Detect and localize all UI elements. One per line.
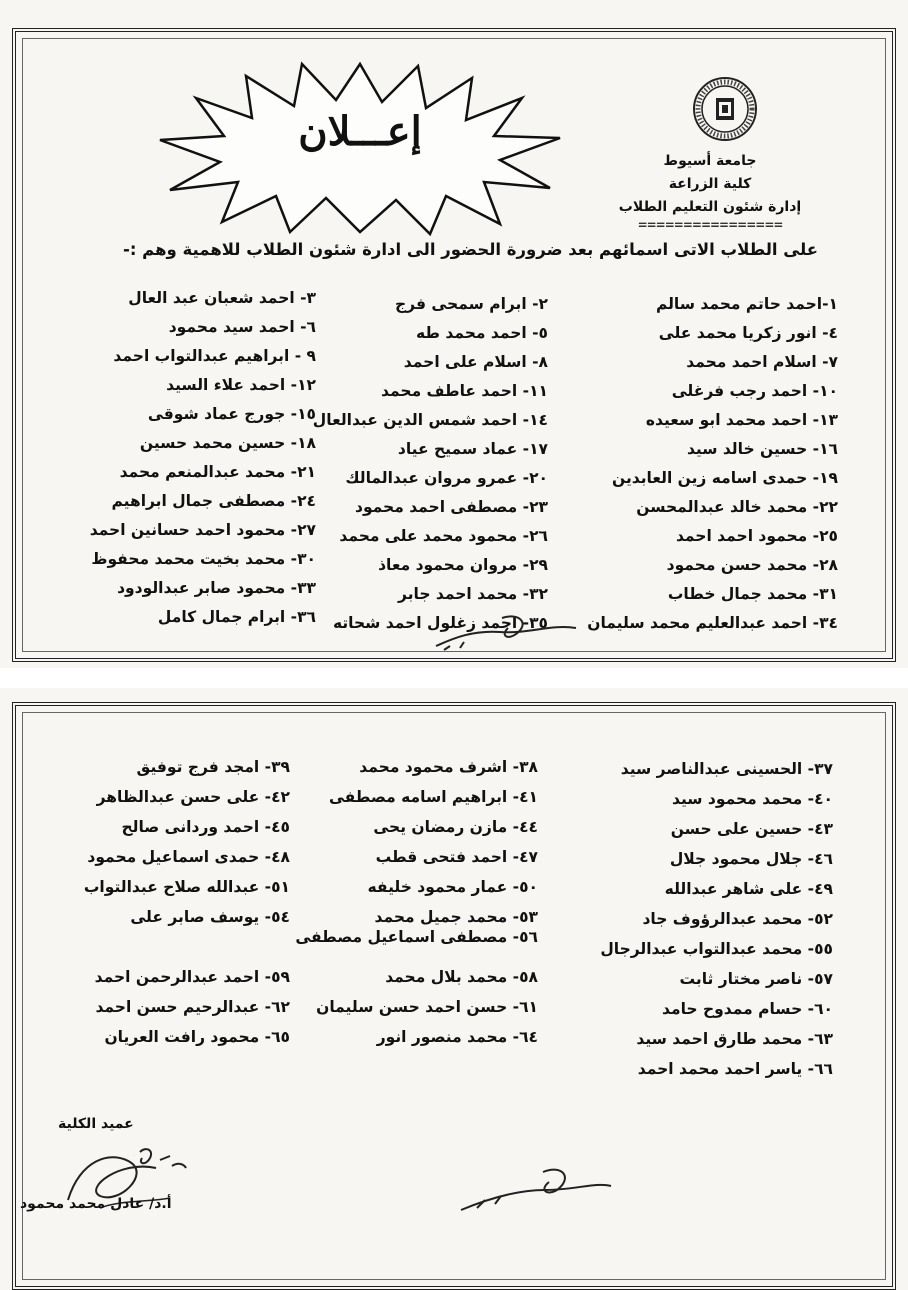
list-item: ٥٨- محمد بلال محمد	[385, 968, 538, 986]
list-item: ١٧- عماد سميح عياد	[397, 440, 548, 458]
list-item: ٣١- محمد جمال خطاب	[667, 585, 838, 603]
list-item: ٢٣- مصطفى احمد محمود	[354, 498, 548, 516]
names-column-2	[313, 290, 548, 638]
list-item: ٤٤- مازن رمضان يحى	[373, 818, 538, 836]
list-item: ٢٩- مروان محمود معاذ	[378, 556, 548, 574]
announcement-title: إعـــلان	[298, 108, 422, 155]
names-column-1	[600, 754, 833, 1084]
list-item: ٤٠- محمد محمود سيد	[671, 790, 833, 808]
list-item: ٣٤- احمد عبدالعليم محمد سليمان	[587, 614, 838, 632]
list-item: ٥٩- احمد عبدالرحمن احمد	[94, 968, 290, 986]
list-item: ٣٥- احمد زغلول احمد شحاته	[332, 614, 548, 632]
dean-title: عميد الكلية	[58, 1116, 134, 1132]
names-column-2	[316, 752, 538, 1052]
university-seal-icon	[692, 76, 758, 142]
list-item: ٢١- محمد عبدالمنعم محمد	[119, 463, 316, 481]
dean-name: أ.د/ عادل محمد محمود	[20, 1196, 172, 1212]
header-separator: ================	[637, 219, 783, 231]
list-item: ٦٦- ياسر احمد محمد احمد	[637, 1060, 833, 1078]
list-item: ١٥- جورج عماد شوقى	[147, 405, 316, 423]
names-column-3	[84, 752, 290, 1052]
department-name: إدارة شئون التعليم الطلاب	[618, 199, 802, 215]
list-item: ٦- احمد سيد محمود	[168, 318, 316, 336]
list-item: ٣٢- محمد احمد جابر	[398, 585, 548, 603]
list-item: ٦١- حسن احمد حسن سليمان	[316, 998, 538, 1016]
list-item: ٥٣- محمد جميل محمد	[374, 908, 538, 926]
list-item: ٦٢- عبدالرحيم حسن احمد	[95, 998, 290, 1016]
list-item: ٦٤- محمد منصور انور	[376, 1028, 538, 1046]
list-item: ٤٣- حسين على حسن	[670, 820, 833, 838]
list-item: ٤٦- جلال محمود جلال	[669, 850, 833, 868]
list-item: ٢٠- عمرو مروان عبدالمالك	[345, 469, 548, 487]
list-item: ٤- انور زكريا محمد على	[658, 324, 838, 342]
list-item: ٤١- ابراهيم اسامه مصطفى	[328, 788, 538, 806]
list-item: ٣- احمد شعبان عبد العال	[128, 289, 316, 307]
list-item: ٢٧- محمود احمد حسانين احمد	[89, 521, 316, 539]
faculty-name: كلية الزراعة	[668, 176, 752, 192]
list-item: ١١- احمد عاطف محمد	[381, 382, 548, 400]
list-item-wide: ٥٦- مصطفى اسماعيل مصطفى	[295, 928, 538, 946]
list-item: ٤٢- على حسن عبدالظاهر	[96, 788, 290, 806]
intro-text: على الطلاب الاتى اسمائهم بعد ضرورة الحضور الى ادارة شئون الطلاب للاهمية وهم :-	[122, 240, 818, 259]
list-item: ١٢- احمد علاء السيد	[166, 376, 316, 394]
list-item: ١٣- احمد محمد ابو سعيده	[645, 411, 838, 429]
list-item: ٣٠- محمد بخيت محمد محفوظ	[91, 550, 316, 568]
list-item: ٥- احمد محمد طه	[415, 324, 548, 342]
list-item: ٤٨- حمدى اسماعيل محمود	[87, 848, 290, 866]
list-item: ١٩- حمدى اسامه زين العابدين	[612, 469, 838, 487]
list-item: ٥٢- محمد عبدالرؤوف جاد	[642, 910, 833, 928]
university-header	[600, 150, 820, 231]
list-item: ٣٦- ابرام جمال كامل	[157, 608, 316, 626]
list-item: ٦٠- حسام ممدوح حامد	[662, 1000, 833, 1018]
university-name: جامعة أسيوط	[663, 153, 757, 169]
list-item: ٤٥- احمد وردانى صالح	[121, 818, 290, 836]
list-item: ٥١- عبدالله صلاح عبدالتواب	[83, 878, 290, 896]
list-item: ٢- ابرام سمحى فرج	[395, 295, 548, 313]
list-item: ٦٥- محمود رافت العريان	[104, 1028, 290, 1046]
names-column-3	[90, 284, 316, 632]
list-item: ١٦- حسين خالد سيد	[686, 440, 838, 458]
signature-mark	[455, 1160, 615, 1220]
list-item: ٢٥- محمود احمد احمد	[675, 527, 838, 545]
list-item: ٥٥- محمد عبدالتواب عبدالرجال	[600, 940, 833, 958]
page-gap	[0, 668, 908, 688]
list-item: ٦٣- محمد طارق احمد سيد	[636, 1030, 833, 1048]
names-column-1	[587, 290, 838, 638]
list-item: ٣٧- الحسينى عبدالناصر سيد	[620, 760, 833, 778]
list-item: ٨- اسلام على احمد	[403, 353, 548, 371]
list-item: ٩ - ابراهيم عبدالتواب احمد	[113, 347, 316, 365]
list-item: ٥٠- عمار محمود خليفه	[367, 878, 538, 896]
list-item: ٣٩- امجد فرج توفيق	[136, 758, 290, 776]
list-item: ١٠- احمد رجب فرغلى	[671, 382, 838, 400]
list-item: ٢٦- محمود محمد على محمد	[339, 527, 548, 545]
list-item: ٢٨- محمد حسن محمود	[666, 556, 838, 574]
list-item: ٤٧- احمد فتحى قطب	[375, 848, 538, 866]
list-item: ١٨- حسين محمد حسين	[139, 434, 316, 452]
list-item: ٥٧- ناصر مختار ثابت	[679, 970, 833, 988]
signature-mark	[430, 610, 580, 656]
list-item: ٤٩- على شاهر عبدالله	[664, 880, 833, 898]
list-item: ٣٣- محمود صابر عبدالودود	[117, 579, 316, 597]
list-item: ٥٤- يوسف صابر على	[130, 908, 290, 926]
list-item: ١-احمد حاتم محمد سالم	[655, 295, 838, 313]
list-item: ٢٤- مصطفى جمال ابراهيم	[111, 492, 316, 510]
list-item: ٣٨- اشرف محمود محمد	[359, 758, 538, 776]
list-item: ١٤- احمد شمس الدين عبدالعال	[312, 411, 548, 429]
list-item: ٢٢- محمد خالد عبدالمحسن	[636, 498, 838, 516]
list-item: ٧- اسلام احمد محمد	[686, 353, 838, 371]
